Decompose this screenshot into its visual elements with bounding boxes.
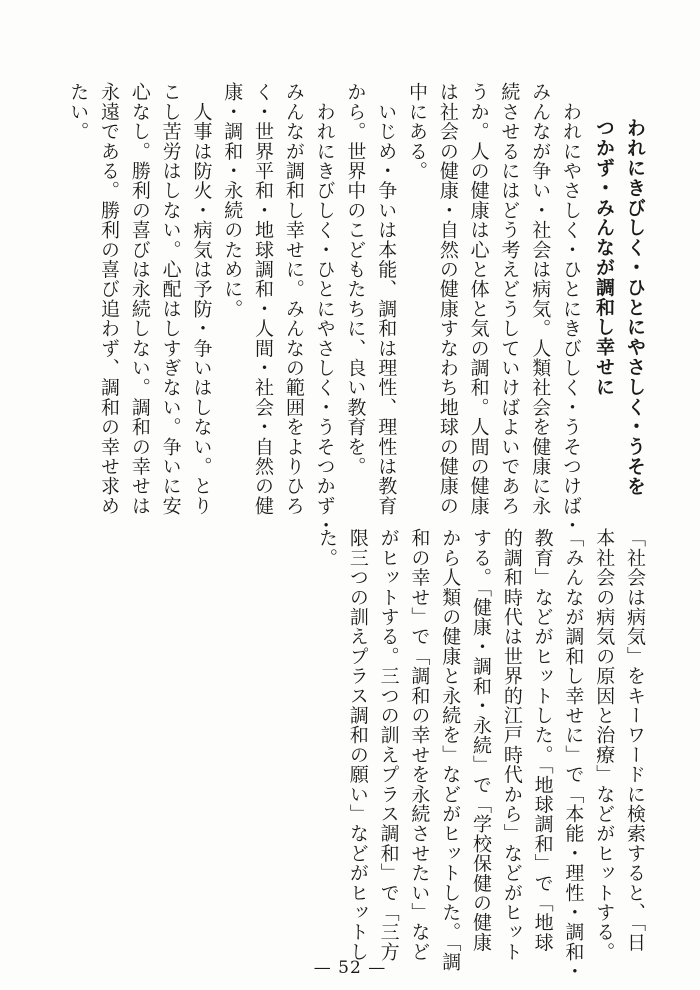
upper-body-text: われにやさしく・ひとにきびしく・うそつけば・ みんなが争い・社会は病気。人類社会を健康に永 続させるにはどう考えどうしていけばよいであろ うか。人の健康は心と体と気の調和。人間の健康 は社会の健康・自然の健康すなわち地球の健康の 中にある。 いじめ・争いは本能、調和は理性、理性は教育 から。世界中のこどもたちに、良い教育を。 われにきびしく・ひとにやさしく・うそつかず・ みんなが調和し幸せに。みんなの範囲をよりひろ く・世界平和・地球調和・人間・社会・自然の健 康・調和・永続のために。 人事は防火・病気は予防・争いはしない。とり こし苦労はしない。心配はしすぎない。争いに安 心なし。勝利の喜びは永続しない。調和の幸せは 永遠である。勝利の喜び追わず、調和の幸せ求め たい。 [67, 82, 582, 536]
lower-body-text: 「社会は病気」をキーワードに検索すると、「日 本社会の病気の原因と治療」などがヒットする。 「みんなが調和し幸せに」で「本能・理性・調和・ 教育」などがヒットした。「地球調和」で「地球 的調和時代は世界的江戸時代から」などがヒット する。「健康・調和・永続」で「学校保健の健康 から人類の健康と永続を」などがヒットした。「調 和の幸せ」で「調和の幸せを永続させたい」など がヒットする。三つの訓えプラス調和」で「三方 限三つの訓えプラス調和の願い」などがヒットし た。 [316, 528, 646, 982]
page-number: — 52 — [313, 958, 387, 978]
section-title: われにきびしく・ひとにやさしく・うそを つかず・みんなが調和し幸せに [593, 118, 646, 497]
